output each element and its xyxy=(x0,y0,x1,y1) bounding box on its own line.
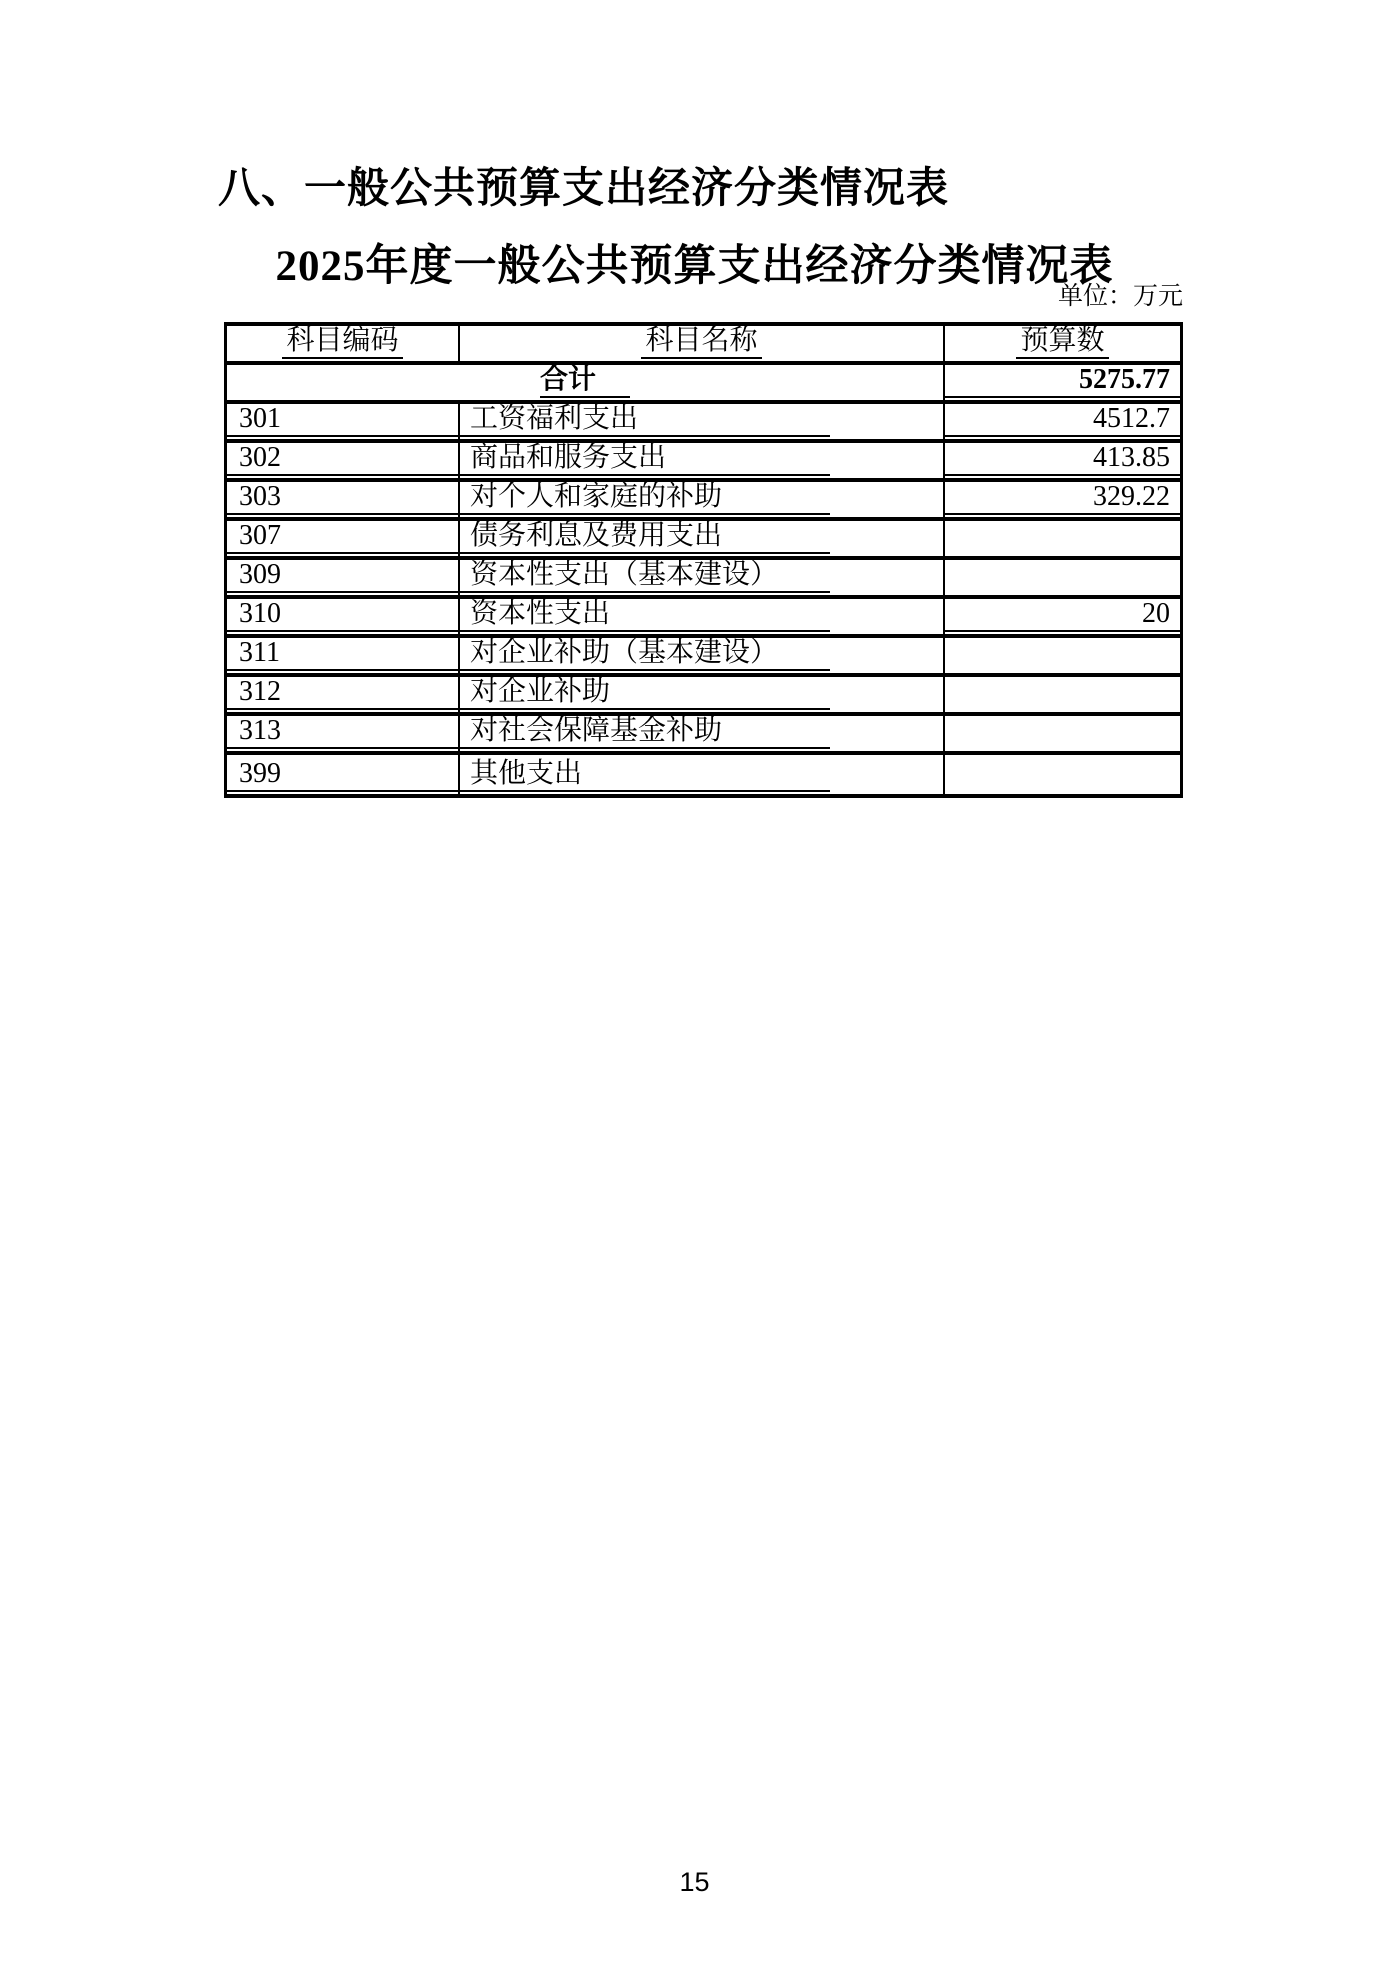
budget-value-cell xyxy=(945,404,1180,439)
budget-value-cell xyxy=(945,638,1180,673)
subject-name-cell xyxy=(460,638,945,673)
col-header-subject-code: 科目编码 xyxy=(282,326,402,359)
subject-name: 债务利息及费用支出 xyxy=(460,521,830,554)
budget-value: 413.85 xyxy=(945,443,1180,476)
subject-name-cell xyxy=(460,677,945,712)
subject-code-cell xyxy=(227,599,460,634)
budget-value: 20 xyxy=(945,599,1180,632)
subject-name-cell xyxy=(460,521,945,556)
col-header-budget-cell xyxy=(945,326,1180,361)
col-header-subject-code-cell xyxy=(227,326,460,361)
subject-name-cell xyxy=(460,716,945,751)
subject-code-cell xyxy=(227,560,460,595)
subject-code: 301 xyxy=(227,404,458,437)
table-row xyxy=(227,599,1180,638)
total-label: 合计 xyxy=(540,365,630,398)
budget-value-cell xyxy=(945,716,1180,751)
subject-code-cell xyxy=(227,443,460,478)
col-header-subject-name-cell xyxy=(460,326,945,361)
budget-value: 329.22 xyxy=(945,482,1180,515)
subject-name: 对个人和家庭的补助 xyxy=(460,482,830,515)
subject-name-cell xyxy=(460,404,945,439)
total-row xyxy=(227,365,1180,404)
table-row xyxy=(227,716,1180,755)
total-value-cell xyxy=(945,365,1180,400)
subject-name: 商品和服务支出 xyxy=(460,443,830,476)
table-row xyxy=(227,560,1180,599)
subject-code: 307 xyxy=(227,521,458,554)
budget-value-cell xyxy=(945,560,1180,595)
subject-code-cell xyxy=(227,755,460,794)
subject-code: 399 xyxy=(227,759,458,792)
subject-name: 对企业补助（基本建设） xyxy=(460,638,830,671)
col-header-budget: 预算数 xyxy=(1016,326,1108,359)
subject-name: 对企业补助 xyxy=(460,677,830,710)
subject-code: 312 xyxy=(227,677,458,710)
budget-value-cell xyxy=(945,443,1180,478)
subject-name: 资本性支出 xyxy=(460,599,830,632)
subject-code-cell xyxy=(227,404,460,439)
table-row xyxy=(227,482,1180,521)
subject-name: 其他支出 xyxy=(460,759,830,792)
budget-value-cell xyxy=(945,755,1180,794)
table-row xyxy=(227,638,1180,677)
budget-value-cell xyxy=(945,482,1180,517)
budget-value-cell xyxy=(945,599,1180,634)
subject-name-cell xyxy=(460,599,945,634)
table-row xyxy=(227,443,1180,482)
subject-code: 303 xyxy=(227,482,458,515)
subject-code: 309 xyxy=(227,560,458,593)
subject-name: 对社会保障基金补助 xyxy=(460,716,830,749)
subject-code-cell xyxy=(227,716,460,751)
subject-name-cell xyxy=(460,482,945,517)
table-body xyxy=(227,404,1180,794)
budget-value: 4512.7 xyxy=(945,404,1180,437)
table-row xyxy=(227,677,1180,716)
table-row xyxy=(227,404,1180,443)
subject-code: 311 xyxy=(227,638,458,671)
budget-table xyxy=(224,322,1183,798)
budget-value-cell xyxy=(945,677,1180,712)
section-heading: 八、一般公共预算支出经济分类情况表 xyxy=(218,164,950,211)
table-row xyxy=(227,521,1180,560)
subject-name-cell xyxy=(460,443,945,478)
total-value: 5275.77 xyxy=(945,365,1180,398)
total-label-cell xyxy=(227,365,945,400)
subject-name-cell xyxy=(460,755,945,794)
subject-code: 302 xyxy=(227,443,458,476)
budget-value-cell xyxy=(945,521,1180,556)
table-title: 2025年度一般公共预算支出经济分类情况表 xyxy=(275,243,1114,290)
subject-code: 313 xyxy=(227,716,458,749)
subject-name-cell xyxy=(460,560,945,595)
subject-code-cell xyxy=(227,482,460,517)
subject-code: 310 xyxy=(227,599,458,632)
unit-note: 单位：万元 xyxy=(1057,283,1183,310)
table-row xyxy=(227,755,1180,794)
page-number: 15 xyxy=(679,1867,710,1897)
table-header-row xyxy=(227,326,1180,365)
subject-code-cell xyxy=(227,638,460,673)
subject-name: 资本性支出（基本建设） xyxy=(460,560,830,593)
subject-name: 工资福利支出 xyxy=(460,404,830,437)
col-header-subject-name: 科目名称 xyxy=(641,326,761,359)
subject-code-cell xyxy=(227,521,460,556)
subject-code-cell xyxy=(227,677,460,712)
